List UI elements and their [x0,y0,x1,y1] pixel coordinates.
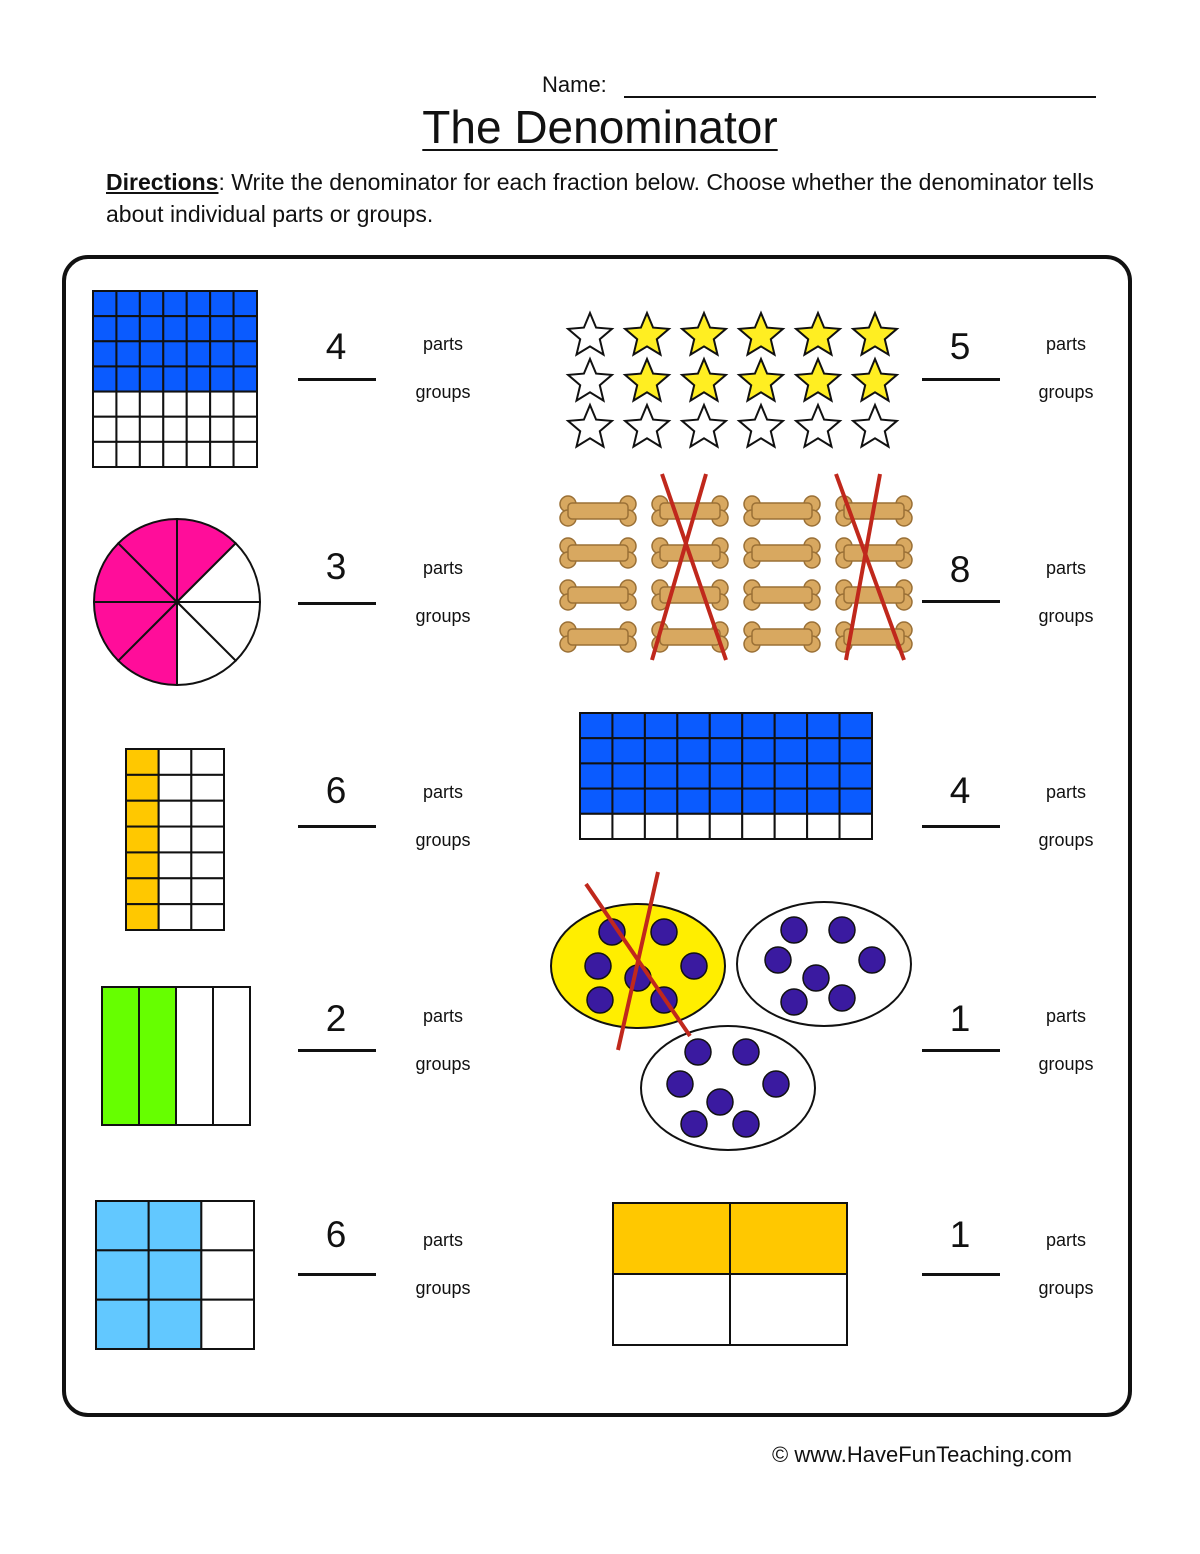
grid-cell [710,814,742,839]
star-icon [568,405,612,447]
grid-cell [580,713,612,738]
grid-cell [645,763,677,788]
option-parts-8[interactable]: parts [1045,1006,1087,1026]
grid-cell [580,738,612,763]
grid-cell [234,442,257,467]
answer-9: 6 [325,1214,347,1255]
answer-6: 4 [949,770,971,811]
grid-cell [159,878,192,904]
fraction-line-8 [922,1049,1000,1052]
answer-3: 3 [325,546,347,587]
grid-cell [93,366,116,391]
grid-cell [612,763,644,788]
dot-icon [667,1071,693,1097]
grid-cell [163,291,186,316]
dot-icon [707,1089,733,1115]
grid-picture-4 [94,1199,256,1351]
grid-cell [840,814,872,839]
grid-cell [677,814,709,839]
grid-cell [140,316,163,341]
grid-cell [126,852,159,878]
grid-cell [807,738,839,763]
bone-icon [744,580,820,610]
directions-text: : Write the denominator for each fraction below. Choose whether the denominator tells about individual parts or groups. [106,169,1094,227]
star-icon [625,313,669,355]
star-icon [682,313,726,355]
bone-icon [560,622,636,652]
grid-cell [159,852,192,878]
option-groups-6[interactable]: groups [1038,830,1094,850]
grid-cell [710,789,742,814]
grid-cell [96,1250,149,1299]
answer-4: 8 [949,549,971,590]
dot-icon [733,1039,759,1065]
grid-cell [201,1300,254,1349]
grid-cell [140,341,163,366]
grid-cell [612,738,644,763]
grid-cell [775,713,807,738]
grid-picture-2 [124,747,226,932]
star-icon [853,405,897,447]
option-groups-9[interactable]: groups [415,1278,471,1298]
grid-cell [176,987,213,1125]
grid-cell [807,789,839,814]
grid-cell [612,789,644,814]
answer-10: 1 [949,1214,971,1255]
grid-cell [613,1274,730,1345]
grid-cell [126,775,159,801]
grid-cell [191,904,224,930]
grid-cell [210,417,233,442]
star-icon [796,405,840,447]
bone-icon [744,622,820,652]
grid-cell [775,763,807,788]
option-parts-3[interactable]: parts [422,558,464,578]
option-groups-1[interactable]: groups [415,382,471,402]
grid-cell [159,827,192,853]
grid-cell [201,1201,254,1250]
grid-cell [116,316,139,341]
grid-cell [710,763,742,788]
grid-cell [163,366,186,391]
bone-icon [744,538,820,568]
grid-cell [775,738,807,763]
grid-cell [191,801,224,827]
grid-cell [102,987,139,1125]
grid-cell [149,1201,202,1250]
grid-cell [807,763,839,788]
fraction-line-7 [298,1049,376,1052]
grid-cell [210,341,233,366]
grid-cell [187,392,210,417]
star-icon [739,359,783,401]
grid-cell [126,749,159,775]
option-groups-8[interactable]: groups [1038,1054,1094,1074]
bar-picture [100,985,252,1127]
grid-cell [187,316,210,341]
bone-icon [560,580,636,610]
grid-cell [234,316,257,341]
bone-icon [836,538,912,568]
grid-cell [93,341,116,366]
star-icon [739,313,783,355]
grid-cell [126,878,159,904]
fraction-line-5 [298,825,376,828]
option-groups-3[interactable]: groups [415,606,471,626]
star-icon [796,359,840,401]
grid-cell [742,789,774,814]
star-icon [682,405,726,447]
dot-icon [803,965,829,991]
grid-cell [187,417,210,442]
grid-cell [126,827,159,853]
grid-cell [93,291,116,316]
star-icon [625,359,669,401]
star-icon [739,405,783,447]
grid-cell [159,749,192,775]
grid-cell [163,417,186,442]
fraction-line-10 [922,1273,1000,1276]
grid-cell [140,417,163,442]
star-icon [853,359,897,401]
grid-cell [191,749,224,775]
fraction-line-3 [298,602,376,605]
grid-cell [613,1203,730,1274]
grid-cell [580,789,612,814]
grid-cell [580,763,612,788]
star-icon [682,359,726,401]
grid-cell [187,442,210,467]
grid-cell [612,814,644,839]
dot-icon [585,953,611,979]
grid-cell [149,1250,202,1299]
grid-cell [159,801,192,827]
option-groups-2[interactable]: groups [1038,382,1094,402]
grid-cell [234,291,257,316]
grid-cell [210,392,233,417]
stars-picture [562,310,902,455]
grid-cell [93,417,116,442]
star-icon [625,405,669,447]
option-groups-10[interactable]: groups [1038,1278,1094,1298]
grid-cell [201,1250,254,1299]
grid-cell [807,814,839,839]
grid-cell [140,366,163,391]
directions [106,166,1106,230]
answer-2: 5 [949,326,971,367]
grid-cell [149,1300,202,1349]
dot-icon [829,985,855,1011]
grid-cell [742,713,774,738]
grid-cell [116,341,139,366]
dot-icon [781,917,807,943]
grid-cell [191,852,224,878]
option-parts-2[interactable]: parts [1045,334,1087,354]
star-icon [568,359,612,401]
bone-icon [836,580,912,610]
grid-cell [840,713,872,738]
option-parts-6[interactable]: parts [1045,782,1087,802]
grid-cell [580,814,612,839]
option-parts-1[interactable]: parts [422,334,464,354]
bone-icon [560,496,636,526]
grid-cell [677,763,709,788]
option-groups-4[interactable]: groups [1038,606,1094,626]
grid-cell [163,442,186,467]
grid-cell [730,1203,847,1274]
option-parts-7[interactable]: parts [422,1006,464,1026]
grid-cell [840,763,872,788]
name-input-line[interactable] [624,96,1096,98]
option-parts-4[interactable]: parts [1045,558,1087,578]
pie-picture [90,518,266,686]
answer-8: 1 [949,998,971,1039]
grid-cell [742,738,774,763]
fraction-line-4 [922,600,1000,603]
grid-cell [710,738,742,763]
dot-icon [681,953,707,979]
dot-icon [685,1039,711,1065]
fraction-line-6 [922,825,1000,828]
grid-cell [210,366,233,391]
grid-cell [187,291,210,316]
grid-cell [775,814,807,839]
option-parts-10[interactable]: parts [1045,1230,1087,1250]
bones-picture [554,470,914,665]
dot-icon [651,919,677,945]
directions-label: Directions [106,169,219,195]
grid-cell [163,341,186,366]
dot-icon [733,1111,759,1137]
grid-cell [159,904,192,930]
dot-icon [765,947,791,973]
grid-cell [163,316,186,341]
grid-cell [93,442,116,467]
grid-cell [677,713,709,738]
grid-cell [775,789,807,814]
grid-cell [187,341,210,366]
star-icon [796,313,840,355]
grid-cell [96,1300,149,1349]
copyright-footer: © www.HaveFunTeaching.com [772,1442,1072,1467]
grid-cell [742,763,774,788]
grid-cell [710,713,742,738]
star-icon [568,313,612,355]
dot-icon [681,1111,707,1137]
grid-cell [116,442,139,467]
grid-cell [840,789,872,814]
dot-icon [859,947,885,973]
bone-icon [652,580,728,610]
grid-cell [210,442,233,467]
grid-picture-3 [578,711,874,841]
dot-icon [829,917,855,943]
grid-cell [191,827,224,853]
grid-cell [191,775,224,801]
grid-cell [159,775,192,801]
fraction-line-1 [298,378,376,381]
fraction-line-2 [922,378,1000,381]
grid-cell [677,738,709,763]
grid-cell [139,987,176,1125]
grid-cell [191,878,224,904]
grid-cell [140,392,163,417]
grid-cell [126,904,159,930]
grid-cell [93,392,116,417]
dot-icon [763,1071,789,1097]
grid-cell [116,366,139,391]
grid-cell [234,392,257,417]
grid-cell [677,789,709,814]
option-groups-5[interactable]: groups [415,830,471,850]
grid-cell [210,316,233,341]
star-icon [853,313,897,355]
answer-5: 6 [325,770,347,811]
dot-icon [781,989,807,1015]
name-row [542,72,1102,102]
answer-1: 4 [325,326,347,367]
rect-picture [611,1201,851,1349]
grid-cell [213,987,250,1125]
answer-7: 2 [325,998,347,1039]
grid-cell [93,316,116,341]
grid-cell [116,392,139,417]
grid-cell [645,738,677,763]
grid-cell [612,713,644,738]
option-parts-9[interactable]: parts [422,1230,464,1250]
dot-icon [587,987,613,1013]
grid-cell [116,417,139,442]
grid-cell [126,801,159,827]
grid-cell [645,789,677,814]
option-parts-5[interactable]: parts [422,782,464,802]
name-label: Name: [542,72,607,97]
grid-cell [730,1274,847,1345]
grid-cell [140,291,163,316]
grid-cell [96,1201,149,1250]
fraction-line-9 [298,1273,376,1276]
bone-icon [652,496,728,526]
grid-cell [116,291,139,316]
grid-cell [840,738,872,763]
grid-cell [645,814,677,839]
grid-picture-1 [92,290,258,470]
ovals-picture [546,868,918,1158]
grid-cell [742,814,774,839]
grid-cell [807,713,839,738]
grid-cell [645,713,677,738]
grid-cell [234,341,257,366]
option-groups-7[interactable]: groups [415,1054,471,1074]
bone-icon [744,496,820,526]
grid-cell [234,417,257,442]
grid-cell [140,442,163,467]
page-title: The Denominator [422,101,778,153]
grid-cell [163,392,186,417]
grid-cell [187,366,210,391]
grid-cell [234,366,257,391]
grid-cell [210,291,233,316]
bone-icon [560,538,636,568]
